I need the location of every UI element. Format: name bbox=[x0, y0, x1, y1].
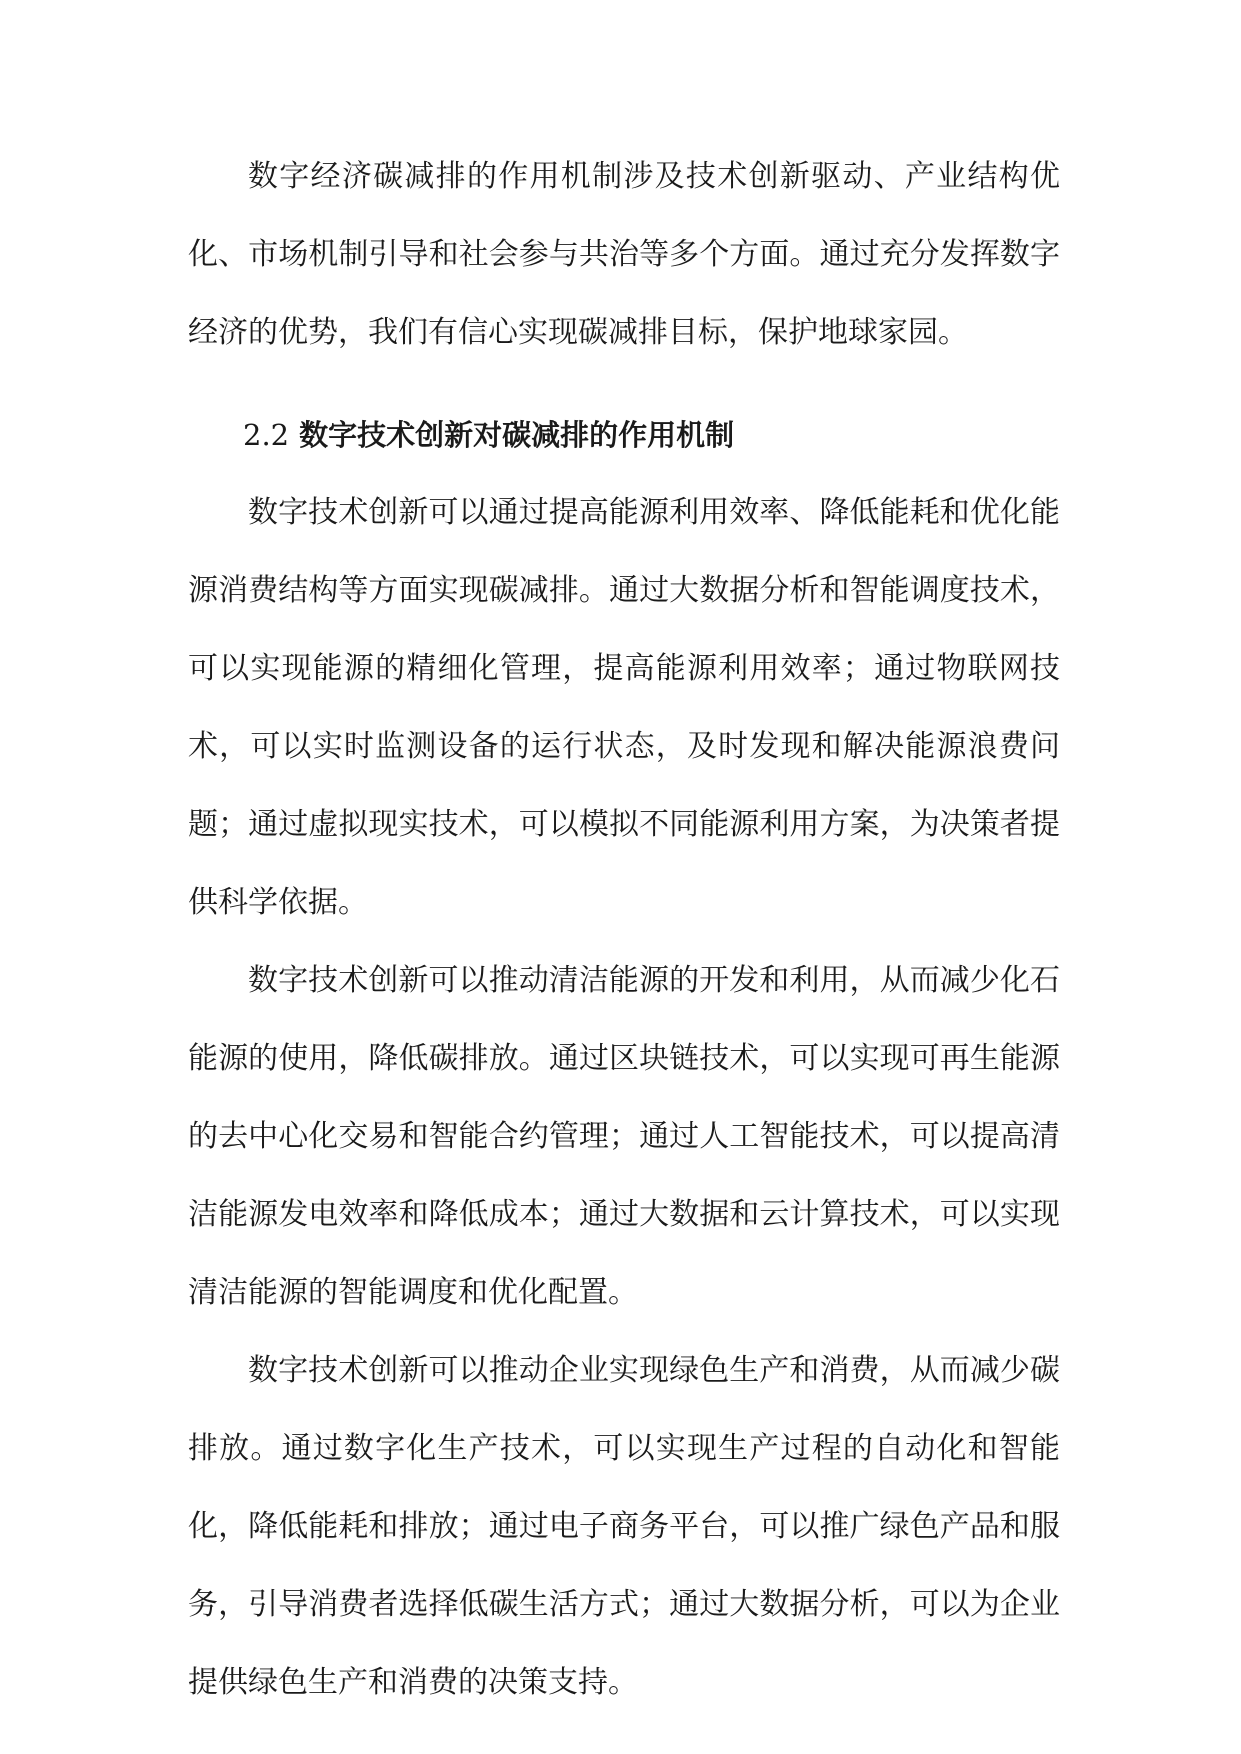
body-paragraph-2: 数字技术创新可以推动清洁能源的开发和利用，从而减少化石能源的使用，降低碳排放。通过区块链技术，可以实现可再生能源的去中心化交易和智能合约管理；通过人工智能技术，可以提高清洁能源发电效率和降低成本；通过大数据和云计算技术，可以实现清洁能源的智能调度和优化配置。 bbox=[188, 963, 1060, 1310]
document-body bbox=[188, 138, 1060, 1722]
intro-paragraph: 数字经济碳减排的作用机制涉及技术创新驱动、产业结构优化、市场机制引导和社会参与共治等多个方面。通过充分发挥数字经济的优势，我们有信心实现碳减排目标，保护地球家园。 bbox=[188, 159, 1060, 350]
section-heading bbox=[188, 396, 1060, 474]
section-title: 数字技术创新对碳减排的作用机制 bbox=[299, 418, 735, 452]
body-paragraph-3: 数字技术创新可以推动企业实现绿色生产和消费，从而减少碳排放。通过数字化生产技术，可以实现生产过程的自动化和智能化，降低能耗和排放；通过电子商务平台，可以推广绿色产品和服务，引导消费者选择低碳生活方式；通过大数据分析，可以为企业提供绿色生产和消费的决策支持。 bbox=[188, 1353, 1060, 1700]
section-number: 2.2 bbox=[243, 418, 290, 452]
body-paragraph-1: 数字技术创新可以通过提高能源利用效率、降低能耗和优化能源消费结构等方面实现碳减排。通过大数据分析和智能调度技术，可以实现能源的精细化管理，提高能源利用效率；通过物联网技术，可以实时监测设备的运行状态，及时发现和解决能源浪费问题；通过虚拟现实技术，可以模拟不同能源利用方案，为决策者提供科学依据。 bbox=[188, 495, 1060, 920]
